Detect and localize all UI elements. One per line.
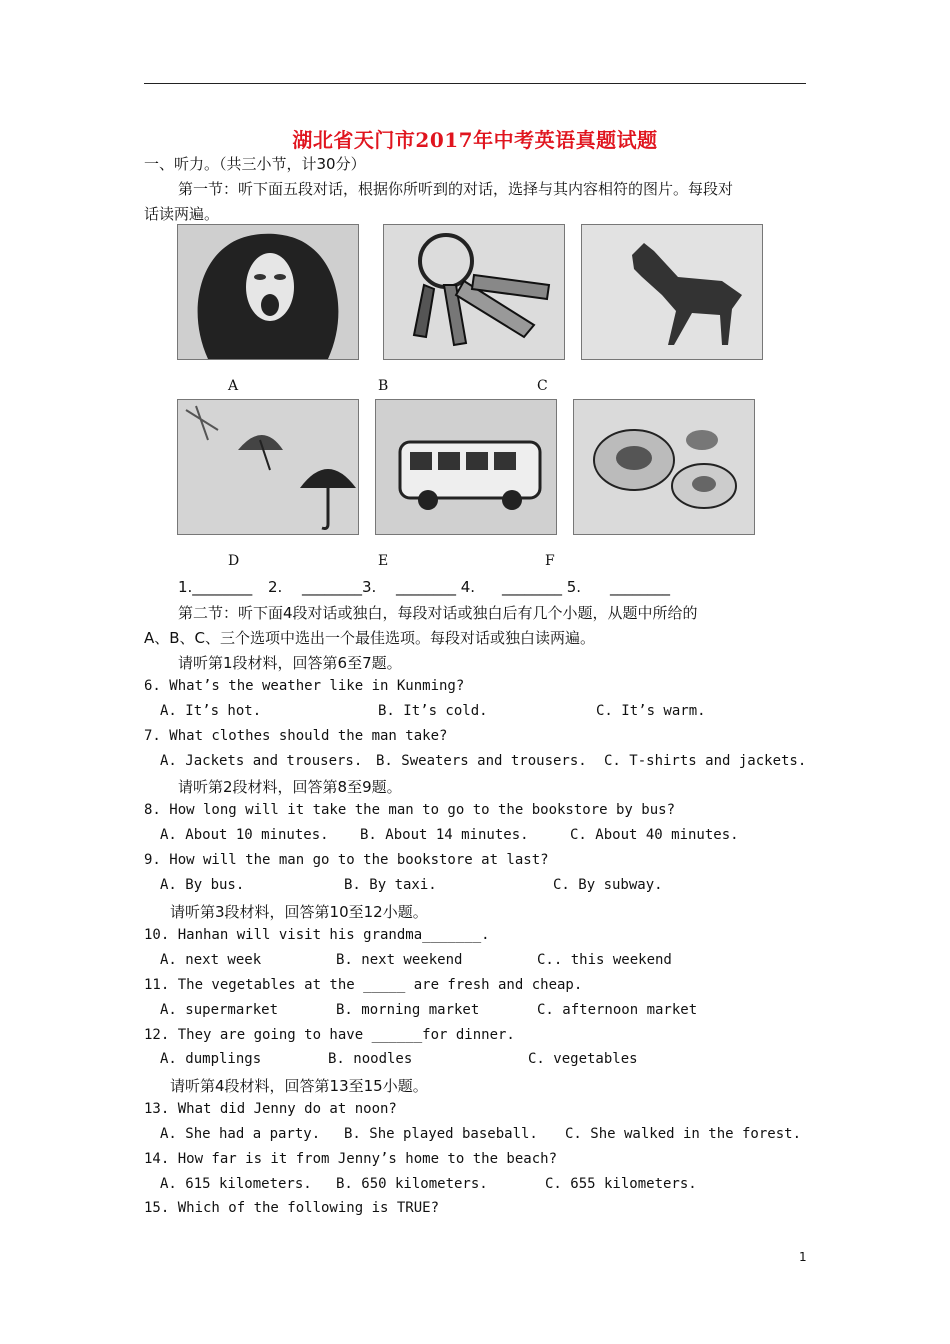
q11-option-c[interactable]: C. afternoon market [537,1002,698,1018]
q12-option-b[interactable]: B. noodles [328,1051,413,1067]
group-1-instructions: 请听第1段材料，回答第6至7题。 [178,654,402,672]
q12-option-c[interactable]: C. vegetables [528,1051,638,1067]
answer-blank-2[interactable]: ________3. [302,578,377,596]
picture-b [383,224,565,360]
picture-d [177,399,359,535]
picture-a [177,224,359,360]
part2-instructions: 第二节：听下面4段对话或独白，每段对话或独白后有几个小题，从题中所给的 [178,604,698,622]
horse-icon [582,225,762,359]
group-2-instructions: 请听第2段材料，回答第8至9题。 [178,778,402,796]
q8-option-a[interactable]: A. About 10 minutes. [160,827,329,843]
q9-option-c[interactable]: C. By subway. [553,877,663,893]
question-15: 15. Which of the following is TRUE? [144,1200,440,1216]
header-rule [144,83,806,84]
page-number: 1 [799,1250,807,1264]
page-title: 湖北省天门市2017年中考英语真题试题 [292,128,658,152]
picture-e [375,399,557,535]
q14-option-a[interactable]: A. 615 kilometers. [160,1176,312,1192]
question-11: 11. The vegetables at the _____ are fresh and cheap. [144,977,583,993]
food-plates-icon [574,400,754,534]
q13-option-b[interactable]: B. She played baseball. [344,1126,538,1142]
q6-option-b[interactable]: B. It’s cold. [378,703,488,719]
q13-option-a[interactable]: A. She had a party. [160,1126,321,1142]
question-13: 13. What did Jenny do at noon? [144,1101,397,1117]
q10-option-a[interactable]: A. next week [160,952,262,968]
umbrella-icon [178,400,358,534]
question-6: 6. What’s the weather like in Kunming? [144,678,465,694]
q8-option-c[interactable]: C. About 40 minutes. [570,827,739,843]
part1-instructions: 第一节：听下面五段对话，根据你所听到的对话，选择与其内容相符的图片。每段对 [178,180,734,198]
answer-blank-2-label: 2. [268,578,283,596]
q7-option-c[interactable]: C. T-shirts and jackets. [604,753,807,769]
q13-option-c[interactable]: C. She walked in the forest. [565,1126,802,1142]
answer-blank-1[interactable]: 1.________ [178,578,253,596]
question-8: 8. How long will it take the man to go to the bookstore by bus? [144,802,676,818]
q8-option-b[interactable]: B. About 14 minutes. [360,827,529,843]
q6-option-c[interactable]: C. It’s warm. [596,703,706,719]
answer-blank-4[interactable]: ________ 5. [502,578,582,596]
picture-label-b: B [378,378,389,394]
q11-option-a[interactable]: A. supermarket [160,1002,279,1018]
question-10: 10. Hanhan will visit his grandma_______. [144,927,490,943]
q6-option-a[interactable]: A. It’s hot. [160,703,262,719]
q7-option-b[interactable]: B. Sweaters and trousers. [376,753,587,769]
picture-label-d: D [228,553,240,569]
q14-option-b[interactable]: B. 650 kilometers. [336,1176,488,1192]
question-9: 9. How will the man go to the bookstore at last? [144,852,549,868]
picture-label-f: F [545,553,555,569]
picture-label-c: C [537,378,548,394]
part1-instructions-cont: 话读两遍。 [144,205,220,223]
part2-instructions-cont: A、B、C、三个选项中选出一个最佳选项。每段对话或独白读两遍。 [144,629,596,647]
group-3-instructions: 请听第3段材料，回答第10至12小题。 [170,903,428,921]
q10-option-b[interactable]: B. next weekend [336,952,463,968]
q12-option-a[interactable]: A. dumplings [160,1051,262,1067]
picture-f [573,399,755,535]
school-bus-icon [376,400,556,534]
q7-option-a[interactable]: A. Jackets and trousers. [160,753,363,769]
picture-label-e: E [378,553,389,569]
group-4-instructions: 请听第4段材料，回答第13至15小题。 [170,1077,428,1095]
q9-option-b[interactable]: B. By taxi. [344,877,437,893]
picture-label-a: A [228,378,239,394]
q11-option-b[interactable]: B. morning market [336,1002,480,1018]
answer-blank-3[interactable]: ________ 4. [396,578,476,596]
question-14: 14. How far is it from Jenny’s home to the beach? [144,1151,558,1167]
section-heading: 一、听力。（共三小节，计30分） [144,155,366,173]
q14-option-c[interactable]: C. 655 kilometers. [545,1176,697,1192]
question-7: 7. What clothes should the man take? [144,728,448,744]
q9-option-a[interactable]: A. By bus. [160,877,245,893]
picture-c [581,224,763,360]
question-12: 12. They are going to have ______for dinner. [144,1027,515,1043]
answer-blank-5[interactable]: ________ [610,578,670,596]
q10-option-c[interactable]: C.. this weekend [537,952,672,968]
keys-icon [384,225,564,359]
woman-face-icon [178,225,358,359]
